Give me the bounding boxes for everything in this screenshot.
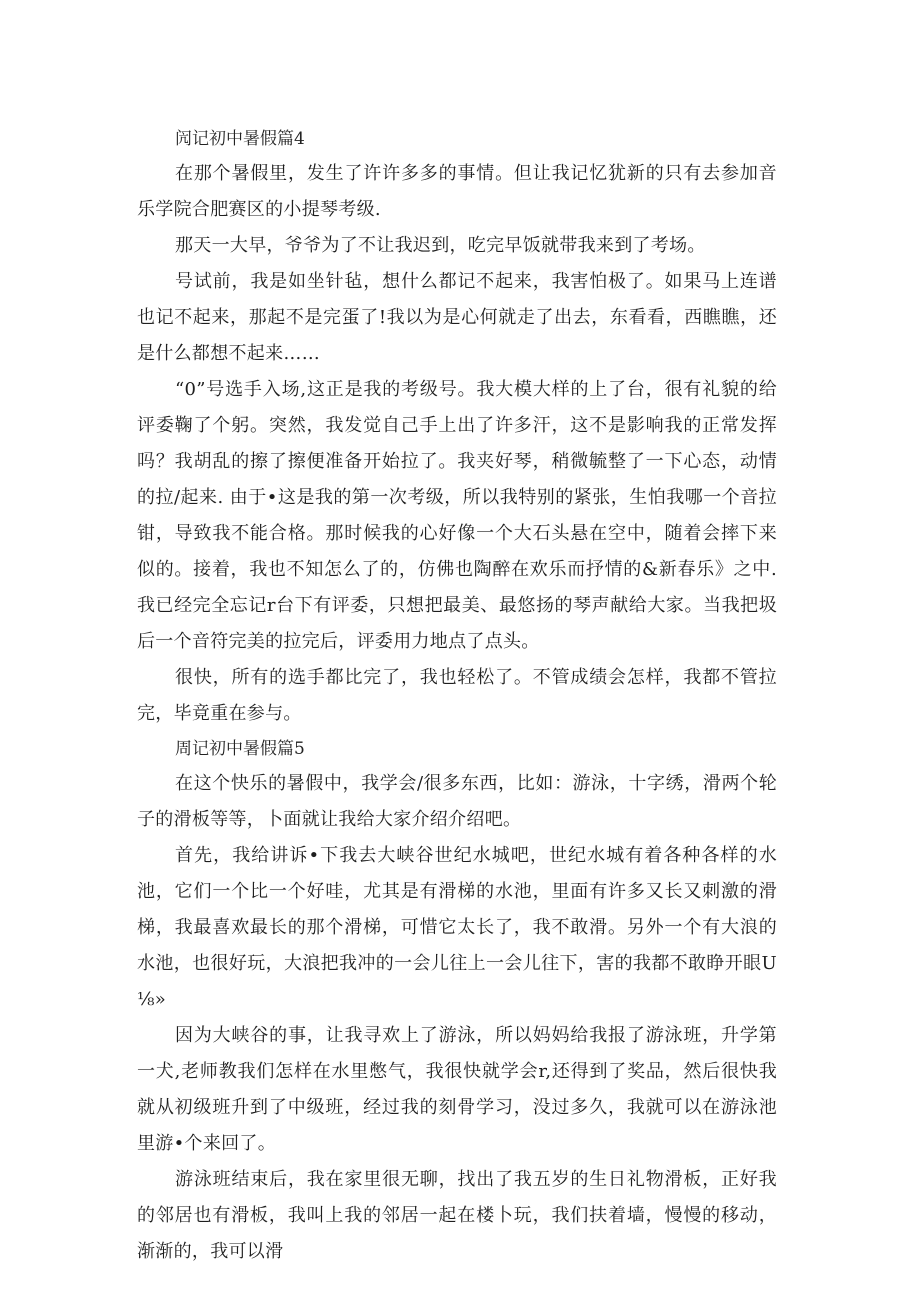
paragraph: 在这个快乐的暑假中，我学会/很多东西，比如：游泳，十字绣，滑两个轮子的滑板等等，卜面就让我给大家介绍介绍吧。 (137, 773, 777, 830)
paragraph: 因为大峡谷的事，让我寻欢上了游泳，所以妈妈给我报了游泳班，升学第一犬,老师教我们怎样在水里憋气，我很快就学会r,还得到了奖品，然后很快我就从初级班升到了中级班，经过我的刻骨学习，没过多久，我就可以在游泳池里游•个来回了。 (137, 1025, 777, 1154)
paragraph: 那天一大早，爷爷为了不让我迟到，吃完早饭就带我来到了考场。 (175, 235, 706, 256)
paragraph: 首先，我给讲诉•下我去大峡谷世纪水城吧，世纪水城有着各种各样的水池，它们一个比一个好哇，尤其是有滑梯的水池，里面有许多又长又刺激的滑梯，我最喜欢最长的那个滑梯，可惜它太长了，我不敢滑。另外一个有大浪的水池，也很好玩，大浪把我冲的一会儿往上一会儿往下，害的我都不敢睁开眼U⅛» (137, 845, 777, 1010)
paragraph: 号试前，我是如坐针毡，想什么都记不起来，我害怕极了。如果马上连谱也记不起来，那起不是完蛋了!我以为是心何就走了出去，东看看，西瞧瞧，还是什么都想不起来…… (137, 271, 777, 364)
paragraph: “0”号选手入场,这正是我的考级号。我大模大样的上了台，很有礼貌的给评委鞠了个躬。突然，我发觉自己手上出了许多汗，这不是影响我的正常发挥吗？我胡乱的擦了擦便准备开始拉了。我夹好琴，稍微毓整了一下心态，动情的拉/起来. 由于•这是我的第一次考级，所以我特别的紧张，生怕我哪一个音拉钳，导致我不能合格。那时候我的心好像一个大石头悬在空中，随着会摔下来似的。接着，我也不知怎么了的，仿佛也陶醉在欢乐而抒情的&新春乐》之中. 我已经完全忘记r台下有评委，只想把最美、最悠扬的琴声献给大家。当我把圾后一个音符完美的拉完后，评委用力地点了点头。 (137, 379, 777, 652)
section-heading-5: 周记初中暑假篇5 (175, 739, 305, 759)
paragraph: 在那个暑假里，发生了许许多多的事情。但让我记忆犹新的只有去参加音乐学院合肥赛区的小提琴考级. (137, 163, 777, 220)
paragraph: 很快，所有的选手都比完了，我也轻松了。不管成绩会怎样，我都不管拉完，毕竟重在参与。 (137, 667, 777, 724)
section-heading-4: 闶记初中暑假篇4 (175, 129, 305, 149)
document-body (137, 122, 777, 1270)
paragraph: 游泳班结束后，我在家里很无聊，找出了我五岁的生日礼物滑板，正好我的邻居也有滑板，我叫上我的邻居一起在楼卜玩，我们扶着墙，慢慢的移动，渐渐的，我可以滑 (137, 1169, 777, 1262)
